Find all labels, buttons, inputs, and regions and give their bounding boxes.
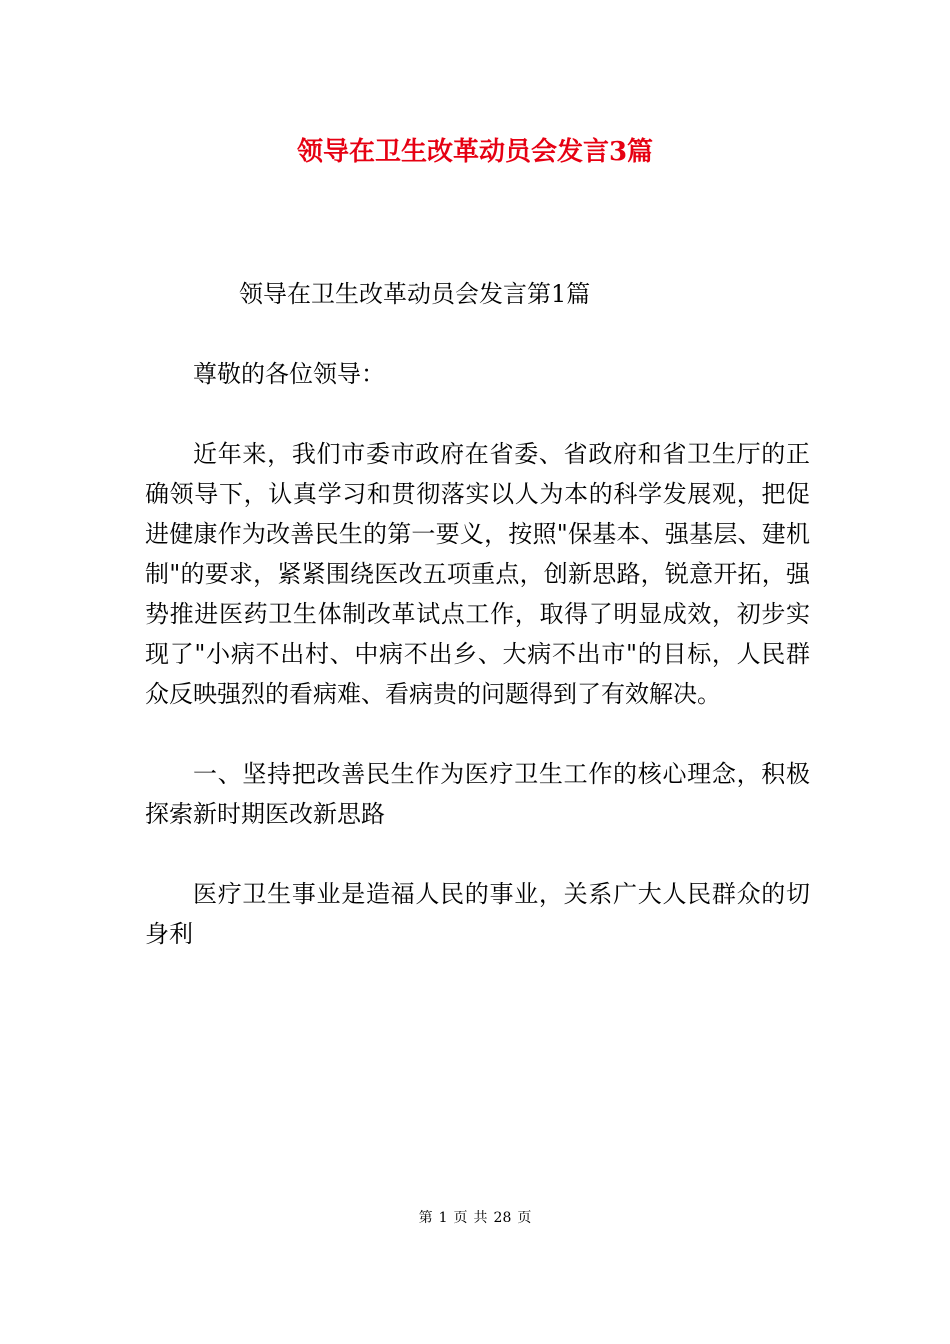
footer-total-word: 共 — [473, 1210, 488, 1226]
page-footer — [0, 1208, 950, 1228]
section-subtitle: 领导在卫生改革动员会发言第1篇 — [239, 280, 591, 308]
paragraph-intro: 近年来，我们市委市政府在省委、省政府和省卫生厅的正确领导下，认真学习和贯彻落实以人为本的科学发展观，把促进健康作为改善民生的第一要义，按照"保基本、强基层、建机制"的要求，紧紧围绕医改五项重点，创新思路，锐意开拓，强势推进医药卫生体制改革试点工作，取得了明显成效，初步实现了"小病不出村、中病不出乡、大病不出市"的目标，人民群众反映强烈的看病难、看病贵的问题得到了有效解决。 — [145, 440, 810, 708]
section-heading-one: 一、坚持把改善民生作为医疗卫生工作的核心理念，积极探索新时期医改新思路 — [145, 760, 810, 828]
footer-page-word: 页 — [453, 1210, 468, 1226]
document-title: 领导在卫生改革动员会发言3篇 — [296, 137, 654, 167]
footer-prefix: 第 — [418, 1210, 433, 1226]
paragraph-section-one: 医疗卫生事业是造福人民的事业，关系广大人民群众的切身利 — [145, 880, 810, 948]
document-body — [145, 274, 810, 994]
salutation: 尊敬的各位领导： — [193, 360, 385, 388]
footer-total-pages: 28 — [493, 1210, 512, 1226]
footer-suffix: 页 — [517, 1210, 532, 1226]
footer-current-page: 1 — [438, 1210, 448, 1226]
